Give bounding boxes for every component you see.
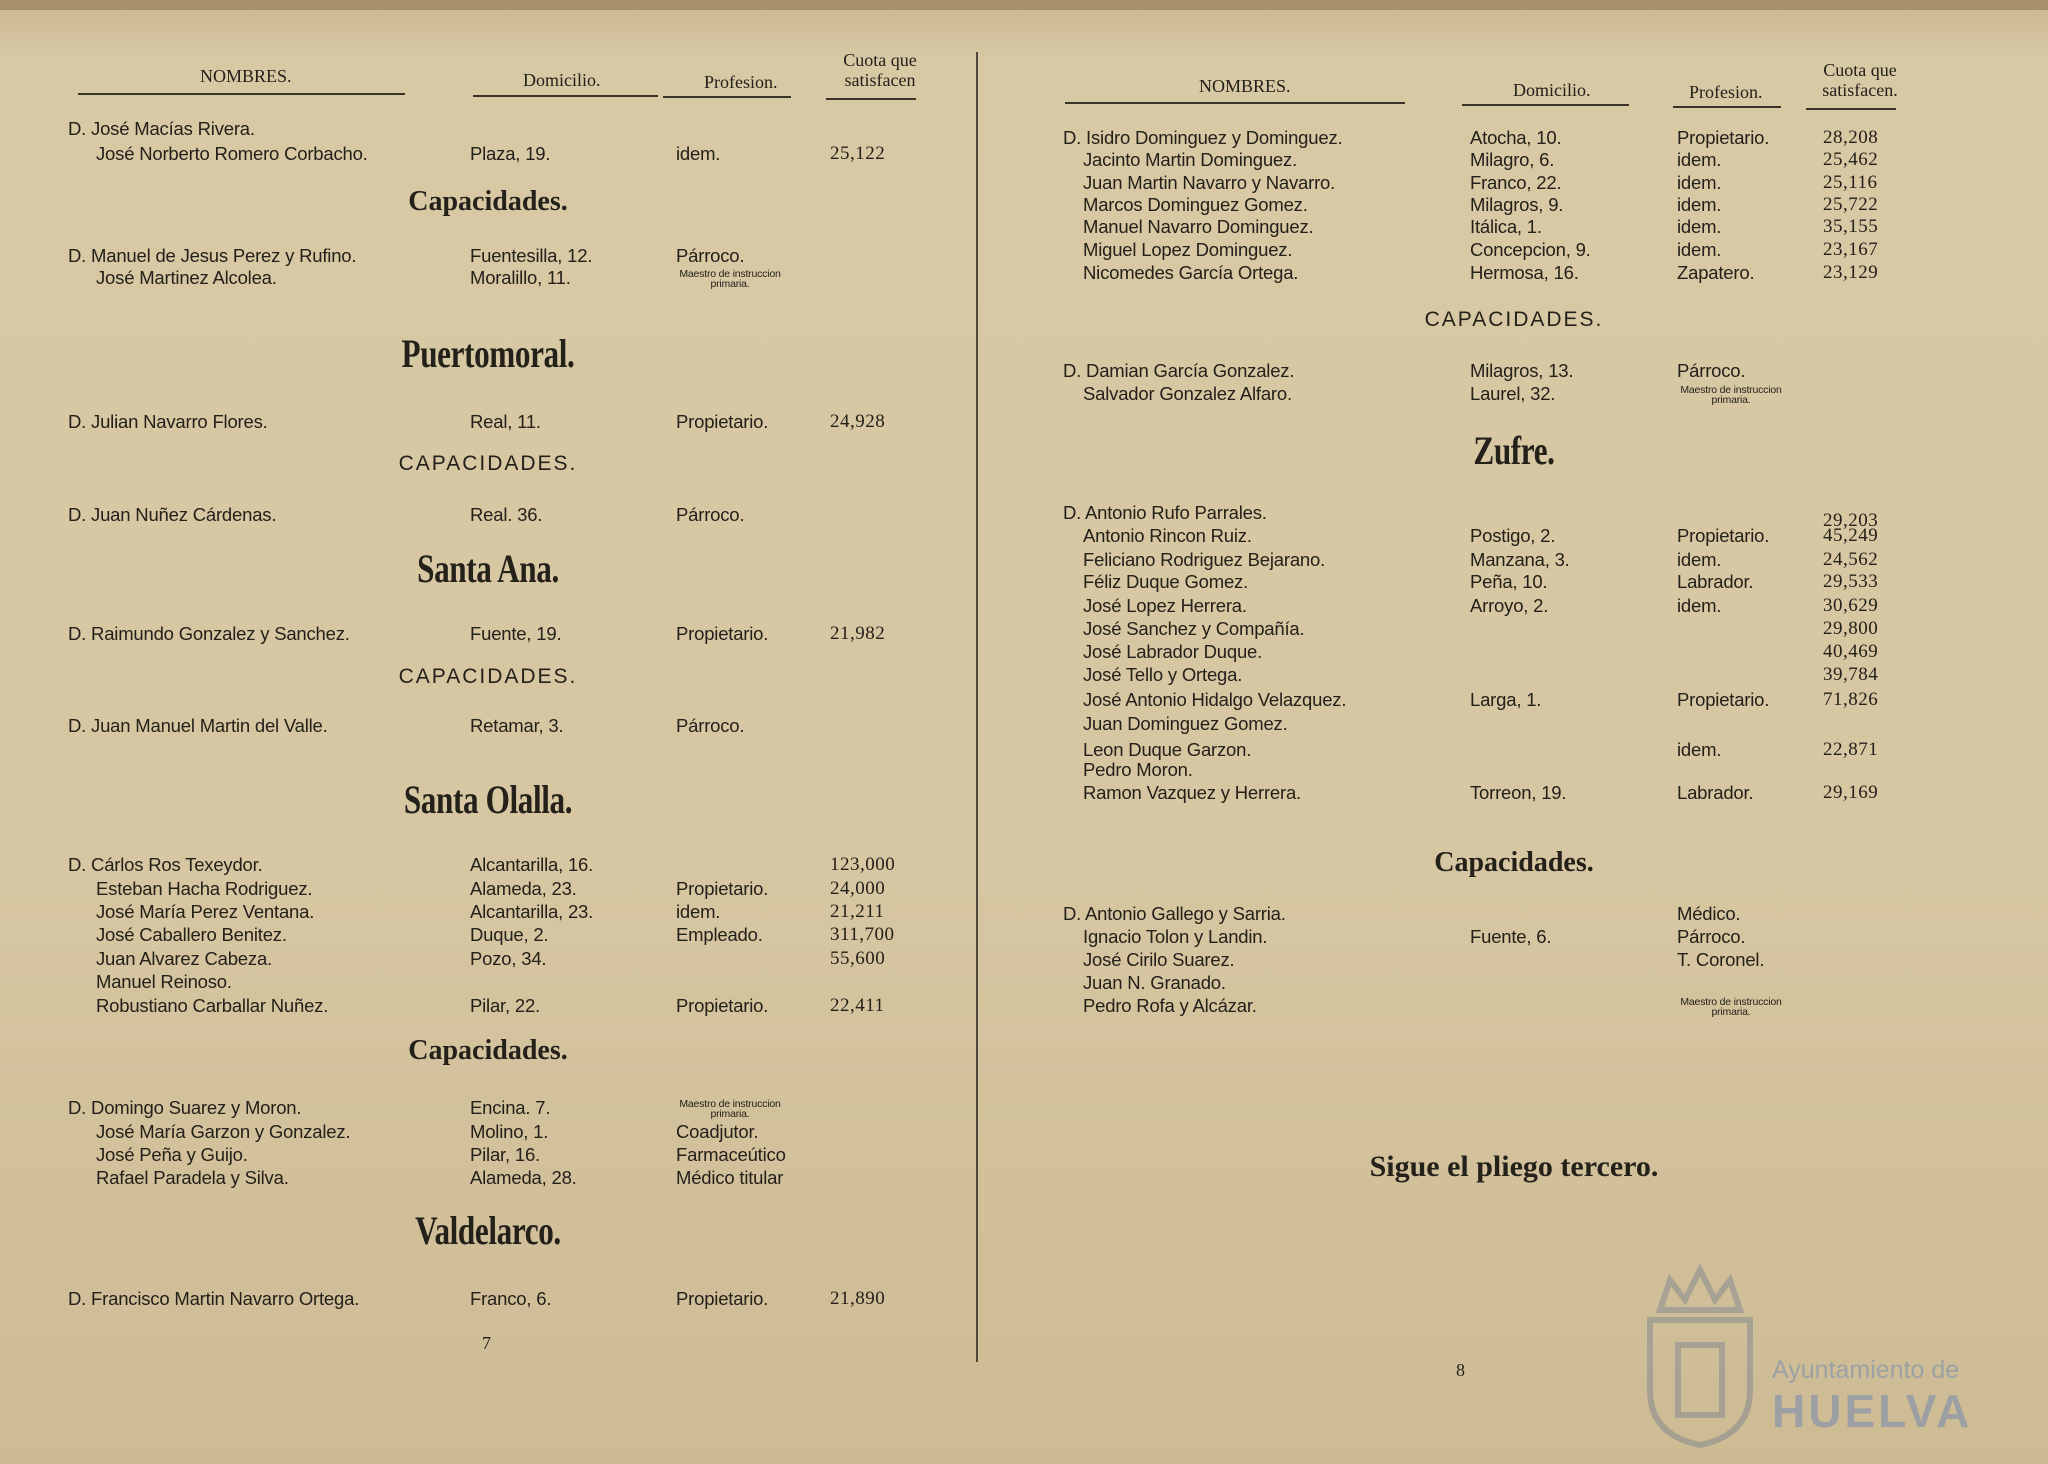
profesion-cell: Farmaceútico (676, 1144, 786, 1165)
cuota-cell: 40,469 (1823, 641, 1879, 662)
profesion-cell: idem. (1677, 239, 1722, 260)
table-row (980, 640, 2048, 663)
section-title: Capacidades. (1434, 847, 1594, 878)
profesion-cell: idem. (1677, 149, 1722, 170)
name-cell: Juan Dominguez Gomez. (1083, 713, 1288, 734)
domicilio-cell: Alcantarilla, 23. (470, 901, 594, 922)
profesion-cell: Labrador. (1677, 571, 1754, 592)
domicilio-cell: Encina. 7. (470, 1097, 551, 1118)
cuota-cell: 55,600 (830, 948, 886, 969)
domicilio-cell: Pilar, 22. (470, 995, 540, 1016)
domicilio-cell: Milagros, 9. (1470, 194, 1564, 215)
cuota-cell: 30,629 (1823, 595, 1879, 616)
profesion-cell: Maestro de instruccion primaria. (679, 268, 781, 290)
profesion-cell: Propietario. (1677, 525, 1770, 546)
cuota-cell: 25,122 (830, 143, 886, 164)
profesion-cell: Coadjutor. (676, 1121, 759, 1142)
profesion-cell: idem. (1677, 172, 1722, 193)
profesion-cell: Párroco. (676, 245, 745, 266)
page-left (0, 0, 976, 1464)
profesion-cell: Párroco. (1677, 360, 1746, 381)
table-row (0, 622, 976, 645)
page-right (980, 0, 2048, 1464)
name-cell: Manuel Reinoso. (96, 971, 232, 992)
cuota-cell: 123,000 (830, 854, 896, 875)
profesion-cell: Maestro de instruccion primaria. (679, 1098, 781, 1120)
continuation-note: Sigue el pliego tercero. (1369, 1150, 1659, 1183)
table-row (0, 1120, 976, 1143)
table-row (980, 171, 2048, 194)
table-row (980, 781, 2048, 804)
cuota-cell: 25,116 (1823, 172, 1878, 193)
domicilio-cell: Alameda, 23. (470, 878, 577, 899)
section-title: CAPACIDADES. (398, 665, 578, 688)
name-cell: D. José Macías Rivera. (68, 118, 255, 139)
name-cell: Esteban Hacha Rodriguez. (96, 878, 313, 899)
header-rule (663, 96, 791, 98)
domicilio-cell: Itálica, 1. (1470, 216, 1542, 237)
name-cell: José Cirilo Suarez. (1083, 949, 1235, 970)
name-cell: Manuel Navarro Dominguez. (1083, 216, 1314, 237)
profesion-cell: Propietario. (1677, 127, 1770, 148)
header-rule (473, 95, 658, 97)
cuota-cell: 35,155 (1823, 216, 1879, 237)
section-title: CAPACIDADES. (398, 452, 578, 475)
table-row (980, 712, 2048, 735)
cuota-cell: 23,167 (1823, 239, 1879, 260)
name-cell: Robustiano Carballar Nuñez. (96, 995, 329, 1016)
profesion-cell: Maestro de instruccion primaria. (1680, 996, 1782, 1018)
cuota-cell: 71,826 (1823, 689, 1879, 710)
cuota-cell: 24,562 (1823, 549, 1879, 570)
domicilio-cell: Fuentesilla, 12. (470, 245, 593, 266)
profesion-cell: idem. (676, 901, 721, 922)
name-cell: José Labrador Duque. (1083, 641, 1263, 662)
domicilio-cell: Molino, 1. (470, 1121, 549, 1142)
profesion-cell: Propietario. (1677, 689, 1770, 710)
cuota-cell: 29,169 (1823, 782, 1879, 803)
domicilio-cell: Duque, 2. (470, 924, 549, 945)
table-row (0, 1166, 976, 1189)
table-row (980, 359, 2048, 382)
name-cell: D. Raimundo Gonzalez y Sanchez. (68, 623, 350, 644)
cuota-cell: 311,700 (830, 924, 895, 945)
domicilio-cell: Milagro, 6. (1470, 149, 1555, 170)
table-row (0, 714, 976, 737)
name-cell: D. Antonio Rufo Parrales. (1063, 502, 1267, 523)
cuota-cell: 21,890 (830, 1288, 886, 1309)
section-title: Santa Olalla. (403, 777, 573, 822)
profesion-cell: idem. (1677, 549, 1722, 570)
table-row (980, 238, 2048, 261)
table-row (980, 902, 2048, 925)
table-row (0, 853, 976, 876)
domicilio-cell: Franco, 22. (1470, 172, 1562, 193)
profesion-cell: Propietario. (676, 878, 769, 899)
profesion-cell: idem. (1677, 194, 1722, 215)
name-cell: Pedro Rofa y Alcázar. (1083, 995, 1257, 1016)
name-cell: José Martinez Alcolea. (96, 267, 277, 288)
table-row (0, 900, 976, 923)
table-row (0, 877, 976, 900)
name-cell: Salvador Gonzalez Alfaro. (1083, 383, 1292, 404)
table-row (0, 410, 976, 433)
cuota-cell: 22,871 (1823, 739, 1879, 760)
domicilio-cell: Peña, 10. (1470, 571, 1548, 592)
profesion-cell: Párroco. (676, 504, 745, 525)
table-row (980, 193, 2048, 216)
header-rule (826, 98, 916, 100)
table-row (980, 261, 2048, 284)
table-row (980, 148, 2048, 171)
header-profesion: Profesion. (704, 72, 778, 92)
cuota-cell: 39,784 (1823, 664, 1879, 685)
name-cell: Juan N. Granado. (1083, 972, 1226, 993)
table-row (980, 617, 2048, 640)
header-rule (1806, 108, 1896, 110)
profesion-cell: Labrador. (1677, 782, 1754, 803)
name-cell: Nicomedes García Ortega. (1083, 262, 1299, 283)
cuota-cell: 21,982 (830, 623, 886, 644)
section-title: Zufre. (1473, 428, 1555, 473)
profesion-cell: Propietario. (676, 995, 769, 1016)
name-cell: Feliciano Rodriguez Bejarano. (1083, 549, 1326, 570)
name-cell: José Norberto Romero Corbacho. (96, 143, 368, 164)
profesion-cell: idem. (1677, 595, 1722, 616)
profesion-cell: Médico titular (676, 1167, 784, 1188)
profesion-cell: Párroco. (1677, 926, 1746, 947)
domicilio-cell: Torreon, 19. (1470, 782, 1567, 803)
header-cuota: Cuota que satisfacen. (1822, 60, 1898, 100)
name-cell: D. Antonio Gallego y Sarria. (1063, 903, 1286, 924)
profesion-cell: Empleado. (676, 924, 763, 945)
name-cell: D. Francisco Martin Navarro Ortega. (68, 1288, 360, 1309)
table-row (980, 663, 2048, 686)
name-cell: José Tello y Ortega. (1083, 664, 1243, 685)
domicilio-cell: Pilar, 16. (470, 1144, 540, 1165)
header-cuota: Cuota que satisfacen (843, 50, 917, 90)
domicilio-cell: Retamar, 3. (470, 715, 564, 736)
domicilio-cell: Laurel, 32. (1470, 383, 1556, 404)
table-row (0, 947, 976, 970)
header-domicilio: Domicilio. (523, 70, 601, 90)
cuota-cell: 45,249 (1823, 525, 1879, 546)
domicilio-cell: Hermosa, 16. (1470, 262, 1579, 283)
table-row (0, 1096, 976, 1119)
name-cell: José María Perez Ventana. (96, 901, 315, 922)
domicilio-cell: Plaza, 19. (470, 143, 551, 164)
name-cell: Féliz Duque Gomez. (1083, 571, 1249, 592)
watermark-text: Ayuntamiento de (1772, 1356, 1960, 1384)
name-cell: Marcos Dominguez Gomez. (1083, 194, 1308, 215)
domicilio-cell: Alcantarilla, 16. (470, 854, 594, 875)
table-row (980, 382, 2048, 405)
domicilio-cell: Moralillo, 11. (470, 267, 571, 288)
name-cell: D. Juan Manuel Martin del Valle. (68, 715, 328, 736)
table-row (0, 923, 976, 946)
section-title: Puertomoral. (401, 331, 575, 376)
name-cell: Juan Alvarez Cabeza. (96, 948, 272, 969)
profesion-cell: idem. (1677, 216, 1722, 237)
profesion-cell: Propietario. (676, 411, 769, 432)
section-title: Capacidades. (408, 1035, 568, 1066)
name-cell: José Peña y Guijo. (96, 1144, 248, 1165)
name-cell: José Sanchez y Compañía. (1083, 618, 1305, 639)
name-cell: D. Domingo Suarez y Moron. (68, 1097, 302, 1118)
table-row (980, 948, 2048, 971)
section-title: Santa Ana. (417, 546, 559, 591)
name-cell: José Lopez Herrera. (1083, 595, 1247, 616)
table-row (980, 524, 2048, 547)
table-row (980, 570, 2048, 593)
table-row (980, 925, 2048, 948)
table-row (0, 266, 976, 289)
domicilio-cell: Concepcion, 9. (1470, 239, 1591, 260)
cuota-cell: 29,203 (1823, 510, 1879, 531)
cuota-cell: 21,211 (830, 901, 885, 922)
domicilio-cell: Fuente, 6. (1470, 926, 1552, 947)
watermark-text-city: HUELVA (1772, 1385, 1973, 1437)
domicilio-cell: Manzana, 3. (1470, 549, 1570, 570)
name-cell: Ramon Vazquez y Herrera. (1083, 782, 1301, 803)
profesion-cell: Párroco. (676, 715, 745, 736)
name-cell: José María Garzon y Gonzalez. (96, 1121, 351, 1142)
domicilio-cell: Arroyo, 2. (1470, 595, 1549, 616)
page-number: 8 (1456, 1360, 1465, 1380)
profesion-cell: Maestro de instruccion primaria. (1680, 384, 1782, 406)
profesion-cell: Médico. (1677, 903, 1741, 924)
header-nombres: NOMBRES. (200, 66, 292, 86)
name-cell: D. Damian García Gonzalez. (1063, 360, 1295, 381)
table-row (980, 548, 2048, 571)
name-cell: D. Manuel de Jesus Perez y Rufino. (68, 245, 357, 266)
profesion-cell: Zapatero. (1677, 262, 1755, 283)
header-rule (1673, 106, 1781, 108)
name-cell: D. Julian Navarro Flores. (68, 411, 268, 432)
domicilio-cell: Fuente, 19. (470, 623, 562, 644)
table-row (980, 994, 2048, 1017)
table-row (980, 594, 2048, 617)
section-title: CAPACIDADES. (1424, 308, 1604, 331)
cuota-cell: 25,722 (1823, 194, 1879, 215)
page-number: 7 (482, 1333, 491, 1353)
table-row (980, 758, 2048, 781)
header-nombres: NOMBRES. (1199, 76, 1291, 96)
section-title: Capacidades. (408, 186, 568, 217)
name-cell: Miguel Lopez Dominguez. (1083, 239, 1293, 260)
header-rule (78, 93, 405, 95)
table-row (0, 1143, 976, 1166)
domicilio-cell: Postigo, 2. (1470, 525, 1556, 546)
domicilio-cell: Alameda, 28. (470, 1167, 577, 1188)
name-cell: Juan Martin Navarro y Navarro. (1083, 172, 1336, 193)
cuota-cell: 25,462 (1823, 149, 1879, 170)
table-row (980, 215, 2048, 238)
cuota-cell: 22,411 (830, 995, 885, 1016)
name-cell: Rafael Paradela y Silva. (96, 1167, 289, 1188)
cuota-cell: 23,129 (1823, 262, 1879, 283)
header-profesion: Profesion. (1689, 82, 1763, 102)
city-crest-icon (1630, 1260, 1770, 1450)
name-cell: Jacinto Martin Dominguez. (1083, 149, 1298, 170)
header-domicilio: Domicilio. (1513, 80, 1591, 100)
domicilio-cell: Real. 36. (470, 504, 543, 525)
name-cell: José Antonio Hidalgo Velazquez. (1083, 689, 1347, 710)
domicilio-cell: Pozo, 34. (470, 948, 547, 969)
table-row (0, 117, 976, 140)
profesion-cell: T. Coronel. (1677, 949, 1765, 970)
table-row (980, 688, 2048, 711)
table-row (0, 244, 976, 267)
header-rule (1462, 104, 1629, 106)
header-rule (1065, 102, 1405, 104)
name-cell: D. Cárlos Ros Texeydor. (68, 854, 263, 875)
profesion-cell: idem. (676, 143, 721, 164)
profesion-cell: idem. (1677, 739, 1722, 760)
table-row (0, 970, 976, 993)
name-cell: D. Isidro Dominguez y Dominguez. (1063, 127, 1343, 148)
center-fold-line (976, 52, 978, 1362)
profesion-cell: Propietario. (676, 623, 769, 644)
table-row (980, 971, 2048, 994)
name-cell: D. Juan Nuñez Cárdenas. (68, 504, 277, 525)
name-cell: José Caballero Benitez. (96, 924, 287, 945)
table-row (0, 503, 976, 526)
domicilio-cell: Milagros, 13. (1470, 360, 1574, 381)
name-cell: Ignacio Tolon y Landin. (1083, 926, 1268, 947)
table-row (0, 142, 976, 165)
cuota-cell: 24,928 (830, 411, 886, 432)
domicilio-cell: Atocha, 10. (1470, 127, 1562, 148)
domicilio-cell: Larga, 1. (1470, 689, 1542, 710)
name-cell: Antonio Rincon Ruiz. (1083, 525, 1252, 546)
cuota-cell: 29,800 (1823, 618, 1879, 639)
domicilio-cell: Real, 11. (470, 411, 541, 432)
cuota-cell: 28,208 (1823, 127, 1879, 148)
section-title: Valdelarco. (415, 1208, 561, 1253)
table-row (0, 994, 976, 1017)
table-row (980, 126, 2048, 149)
cuota-cell: 29,533 (1823, 571, 1879, 592)
name-cell: Leon Duque Garzon. (1083, 739, 1252, 760)
cuota-cell: 24,000 (830, 878, 886, 899)
domicilio-cell: Franco, 6. (470, 1288, 552, 1309)
profesion-cell: Propietario. (676, 1288, 769, 1309)
name-cell: Pedro Moron. (1083, 759, 1193, 780)
table-row (0, 1287, 976, 1310)
